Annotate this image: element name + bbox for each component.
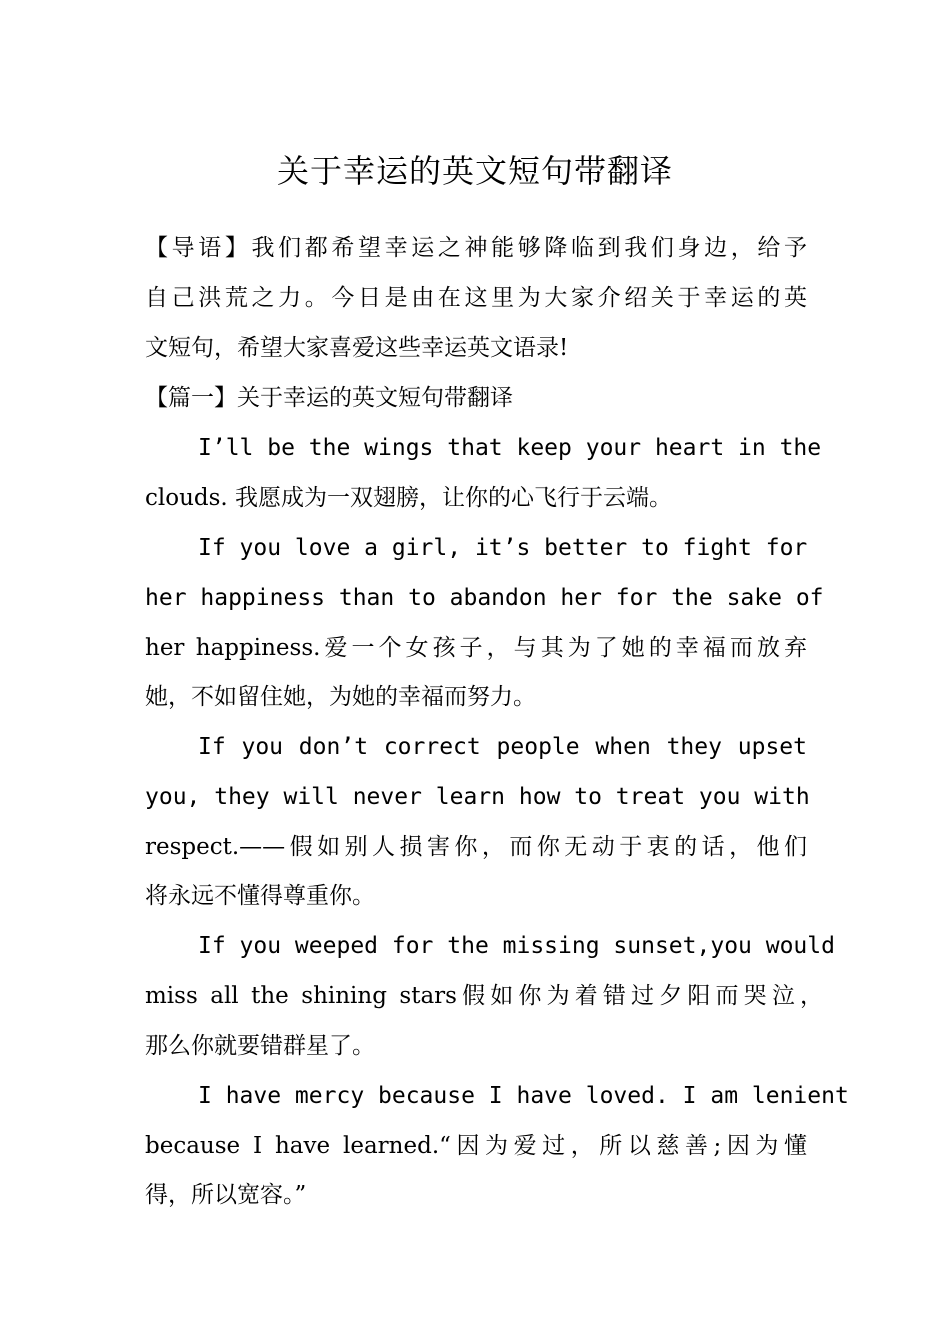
text-line: her happiness.爱一个女孩子，与其为了她的幸福而放弃 (145, 635, 807, 661)
text-line: 文短句，希望大家喜爱这些幸运英文语录! (145, 335, 569, 361)
text-line: If you weeped for the missing sunset,you would (198, 933, 835, 959)
text-line: I’ll be the wings that keep your heart in the (198, 435, 822, 461)
text-line: respect.——假如别人损害你，而你无动于衷的话，他们 (145, 834, 807, 860)
text-line: If you love a girl, it’s better to fight for (198, 535, 808, 561)
section-heading: 【篇一】关于幸运的英文短句带翻译 (145, 385, 513, 411)
text-line: miss all the shining stars假如你为着错过夕阳而哭泣， (145, 983, 823, 1009)
text-line: 自己洪荒之力。今日是由在这里为大家介绍关于幸运的英 (145, 285, 807, 311)
text-line: 【导语】我们都希望幸运之神能够降临到我们身边，给予 (145, 235, 807, 261)
text-line: If you don’t correct people when they upset (198, 734, 807, 760)
text-line: 她，不如留住她，为她的幸福而努力。 (145, 684, 536, 710)
text-line: 得，所以宽容。” (145, 1182, 307, 1208)
text-line: because I have learned.“因为爱过，所以慈善;因为懂 (145, 1133, 807, 1159)
text-line: 那么你就要错群星了。 (145, 1033, 375, 1059)
text-line: I have mercy because I have loved. I am lenient (198, 1083, 849, 1109)
text-line: her happiness than to abandon her for the sake of (145, 585, 824, 611)
text-line: clouds. 我愿成为一双翅膀，让你的心飞行于云端。 (145, 485, 673, 511)
page-title: 关于幸运的英文短句带翻译 (276, 152, 673, 191)
text-line: 将永远不懂得尊重你。 (145, 883, 375, 909)
text-line: you, they will never learn how to treat you with (145, 784, 810, 810)
